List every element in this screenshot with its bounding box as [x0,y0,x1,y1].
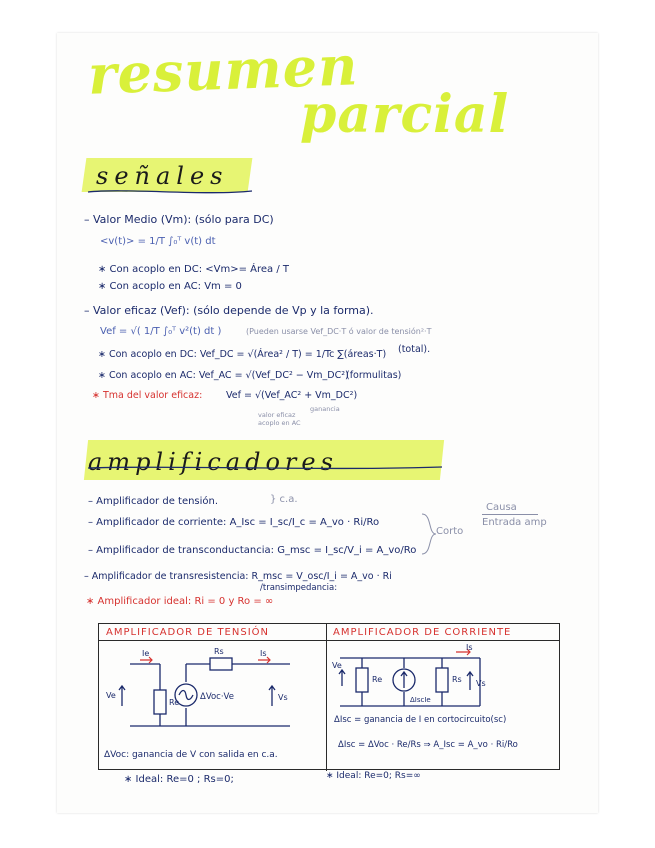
dc-eff-note: (total). [398,344,431,355]
thm-label: ∗ Tma del valor eficaz: [92,390,203,401]
amp-ideal-line: ∗ Amplificador ideal: Ri = 0 y Ro = ∞ [86,596,274,607]
vef-formula: Vef = √( 1/T ∫₀ᵀ v²(t) dt ) [100,326,222,337]
label-ve-2: Ve [332,661,342,670]
thm-note-1b: acoplo en AC [258,419,301,427]
amp-transcond-line: – Amplificador de transconductancia: G_msc = I_sc/V_i = A_vo/Ro [88,545,417,556]
label-ve: Ve [106,691,116,700]
senales-underline [86,186,256,198]
current-amp-circuit [330,642,558,712]
vm-formula: <v(t)> = 1/T ∫₀ᵀ v(t) dt [100,236,216,247]
label-re-2: Re [372,675,383,684]
amp-transres-sub: /transimpedancia: [260,583,338,593]
corto-label: Corto [436,526,464,537]
label-source: ΔVoc·Ve [200,692,234,702]
box-corriente-title: AMPLIFICADOR DE CORRIENTE [333,627,512,638]
label-is: Is [260,649,267,658]
amp-corriente-line: – Amplificador de corriente: A_Isc = I_sc/I_c = A_vo · Ri/Ro [88,517,380,528]
label-ie: Ie [142,649,150,658]
ac-eff-line: ∗ Con acoplo en AC: Vef_AC = √(Vef_DC² − Vm_DC²) [98,370,349,381]
causa-divider [482,514,538,515]
valor-medio-line: – Valor Medio (Vm): (sólo para DC) [84,213,274,226]
causa-label: Causa [486,502,517,513]
rs-resistor [210,658,232,670]
ac-coupling-line: ∗ Con acoplo en AC: Vm = 0 [98,281,242,292]
re-resistor [154,690,166,714]
box-corriente-formula: ΔIsc = ΔVoc · Re/Rs ⇒ A_Isc = A_vo · Ri/Ro [338,740,518,750]
circuits-header-line [98,640,560,641]
title-parcial: parcial [300,84,510,145]
label-source-2: ΔIscIe [410,696,431,704]
re-resistor-2 [356,668,368,692]
amp-tension-line: – Amplificador de tensión. [88,496,219,507]
amp-tension-note: } c.a. [270,494,298,505]
thm-note-2: ganancia [310,405,340,413]
ac-eff-note: (formulitas) [346,370,402,381]
dc-eff-line: ∗ Con acoplo en DC: Vef_DC = √(Área² / T) = 1/Tc ∑(áreas·T) [98,349,387,360]
thm-note-1: valor eficaz [258,411,296,419]
label-rs-2: Rs [452,675,462,684]
box-tension-title: AMPLIFICADOR DE TENSIÓN [106,627,269,638]
amplificadores-underline [86,462,446,474]
label-re: Re [169,698,180,707]
circuits-divider [326,623,327,771]
box-corriente-gain: ΔIsc = ganancia de I en cortocircuito(sc) [334,715,507,725]
valor-eficaz-line: – Valor eficaz (Vef): (sólo depende de Vp y la forma). [84,304,374,317]
voltage-amp-circuit [100,642,324,734]
label-vs-2: Vs [476,679,486,688]
amp-transres-line: – Amplificador de transresistencia: R_msc = V_osc/I_i = A_vo · Ri [84,571,392,582]
box-tension-ideal: ∗ Ideal: Re=0 ; Rs=0; [124,774,234,785]
title-resumen: resumen [86,33,360,107]
entrada-label: Entrada amp [482,517,547,528]
thm-formula: Vef = √(Vef_AC² + Vm_DC²) [226,390,358,401]
senales-heading: señales [96,162,229,190]
box-corriente-ideal: ∗ Ideal: Re=0; Rs=∞ [326,771,421,781]
label-rs: Rs [214,647,224,656]
label-vs: Vs [278,693,288,702]
vef-note: (Pueden usarse Vef_DC·T ó valor de tensión²·T [246,327,432,336]
amplificadores-heading: amplificadores [88,448,338,476]
dc-coupling-line: ∗ Con acoplo en DC: <Vm>= Área / T [98,264,289,275]
box-tension-gain: ΔVoc: ganancia de V con salida en c.a. [104,750,278,760]
rs-resistor-2 [436,668,448,692]
label-is-2: Is [466,643,473,652]
